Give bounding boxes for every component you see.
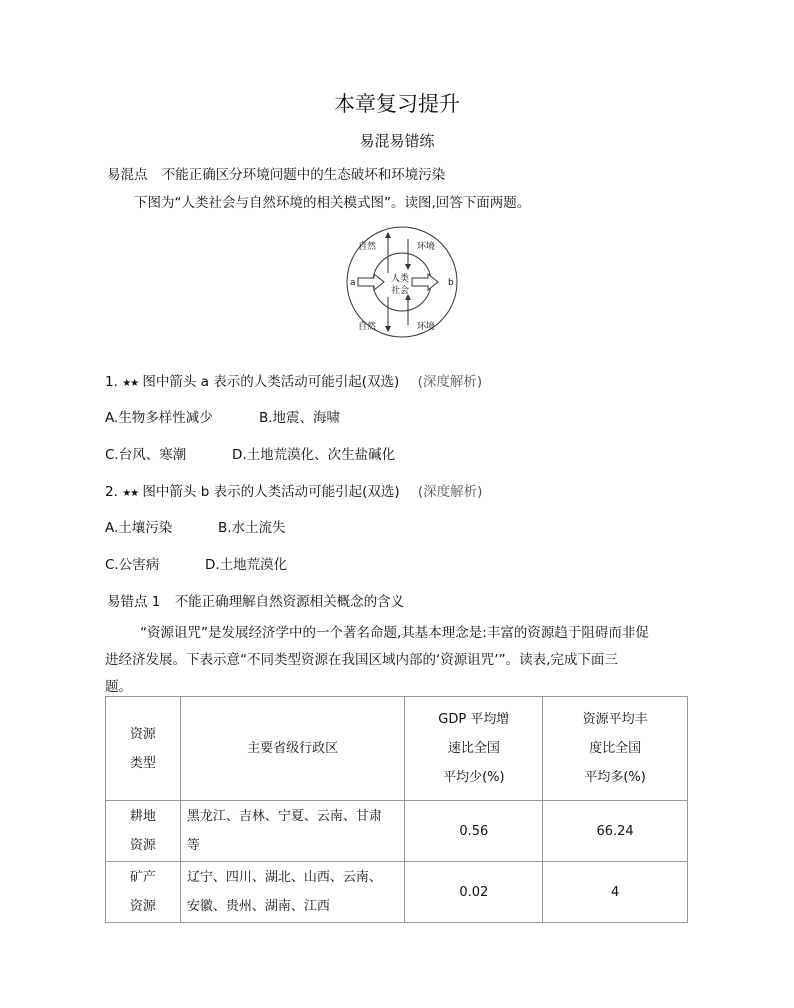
label-bottom-right: 环境: [417, 322, 436, 332]
resource-curse-table: [105, 696, 688, 923]
q2-text: 图中箭头 b 表示的人类活动可能引起(双选): [142, 484, 400, 500]
paragraph-line-3: 题。: [105, 679, 132, 695]
section1-heading-text: 不能正确区分环境问题中的生态破坏和环境污染: [161, 167, 446, 183]
section1-heading: [107, 163, 445, 183]
label-center-2: 社会: [391, 286, 410, 296]
page-subtitle: 易混易错练: [359, 132, 435, 150]
table-row: [106, 801, 688, 862]
header-gdp-growth: GDP 平均增 速比全国 平均少(%): [405, 697, 543, 801]
paragraph-line-1: “资源诅咒”是发展经济学中的一个著名命题,其基本理念是:丰富的资源趋于阻碍而非促: [140, 625, 649, 641]
header-resource-type: 资源 类型: [106, 697, 181, 801]
section2-heading: [107, 590, 404, 610]
q1-option-b[interactable]: B.地震、海啸: [259, 410, 341, 426]
section2-tag: 易错点 1: [107, 594, 161, 610]
q1-analysis-link[interactable]: (深度解析): [417, 374, 483, 390]
page-title: 本章复习提升: [334, 92, 460, 116]
row-abundance-value: 66.24: [543, 801, 688, 862]
question-2: [105, 480, 482, 500]
q2-analysis-link[interactable]: (深度解析): [417, 484, 483, 500]
q1-option-c[interactable]: C.台风、寒潮: [105, 447, 187, 463]
intro-text: 下图为“人类社会与自然环境的相关模式图”。读图,回答下面两题。: [134, 195, 531, 211]
section2-heading-text: 不能正确理解自然资源相关概念的含义: [174, 594, 405, 610]
label-bottom-left: 自然: [358, 322, 377, 332]
question-1: [105, 370, 482, 390]
q2-difficulty-stars: ★★: [122, 488, 139, 499]
row-gdp-value: 0.02: [405, 862, 543, 923]
section1-tag: 易混点: [107, 167, 148, 183]
arrow-b: [412, 274, 438, 290]
row-abundance-value: 4: [543, 862, 688, 923]
header-provinces: 主要省级行政区: [180, 697, 405, 801]
header-resource-abundance: 资源平均丰 度比全国 平均多(%): [543, 697, 688, 801]
row-resource-type: 耕地 资源: [106, 801, 181, 862]
label-top-left: 自然: [358, 242, 377, 252]
q1-difficulty-stars: ★★: [122, 378, 139, 389]
table-header-row: [106, 697, 688, 801]
q2-option-d[interactable]: D.土地荒漠化: [205, 557, 288, 573]
human-nature-diagram: [342, 225, 462, 344]
q2-option-a[interactable]: A.土壤污染: [105, 520, 173, 536]
arrow-a: [358, 274, 384, 290]
q1-text: 图中箭头 a 表示的人类活动可能引起(双选): [142, 374, 400, 390]
label-center-1: 人类: [391, 274, 410, 284]
q1-option-a[interactable]: A.生物多样性减少: [105, 410, 213, 426]
q1-option-d[interactable]: D.土地荒漠化、次生盐碱化: [232, 447, 396, 463]
row-gdp-value: 0.56: [405, 801, 543, 862]
q2-option-c[interactable]: C.公害病: [105, 557, 160, 573]
q2-option-b[interactable]: B.水土流失: [218, 520, 286, 536]
q2-number: 2.: [105, 484, 118, 500]
label-b: b: [448, 278, 454, 288]
label-a: a: [350, 278, 356, 288]
paragraph-line-2: 进经济发展。下表示意“不同类型资源在我国区域内部的‘资源诅咒’”。读表,完成下面三: [105, 652, 618, 668]
label-top-right: 环境: [417, 242, 436, 252]
table-row: [106, 862, 688, 923]
row-provinces: 辽宁、四川、湖北、山西、云南、 安徽、贵州、湖南、江西: [180, 862, 405, 923]
row-resource-type: 矿产 资源: [106, 862, 181, 923]
q1-number: 1.: [105, 374, 118, 390]
row-provinces: 黑龙江、吉林、宁夏、云南、甘肃 等: [180, 801, 405, 862]
diagram-svg: [342, 225, 462, 340]
